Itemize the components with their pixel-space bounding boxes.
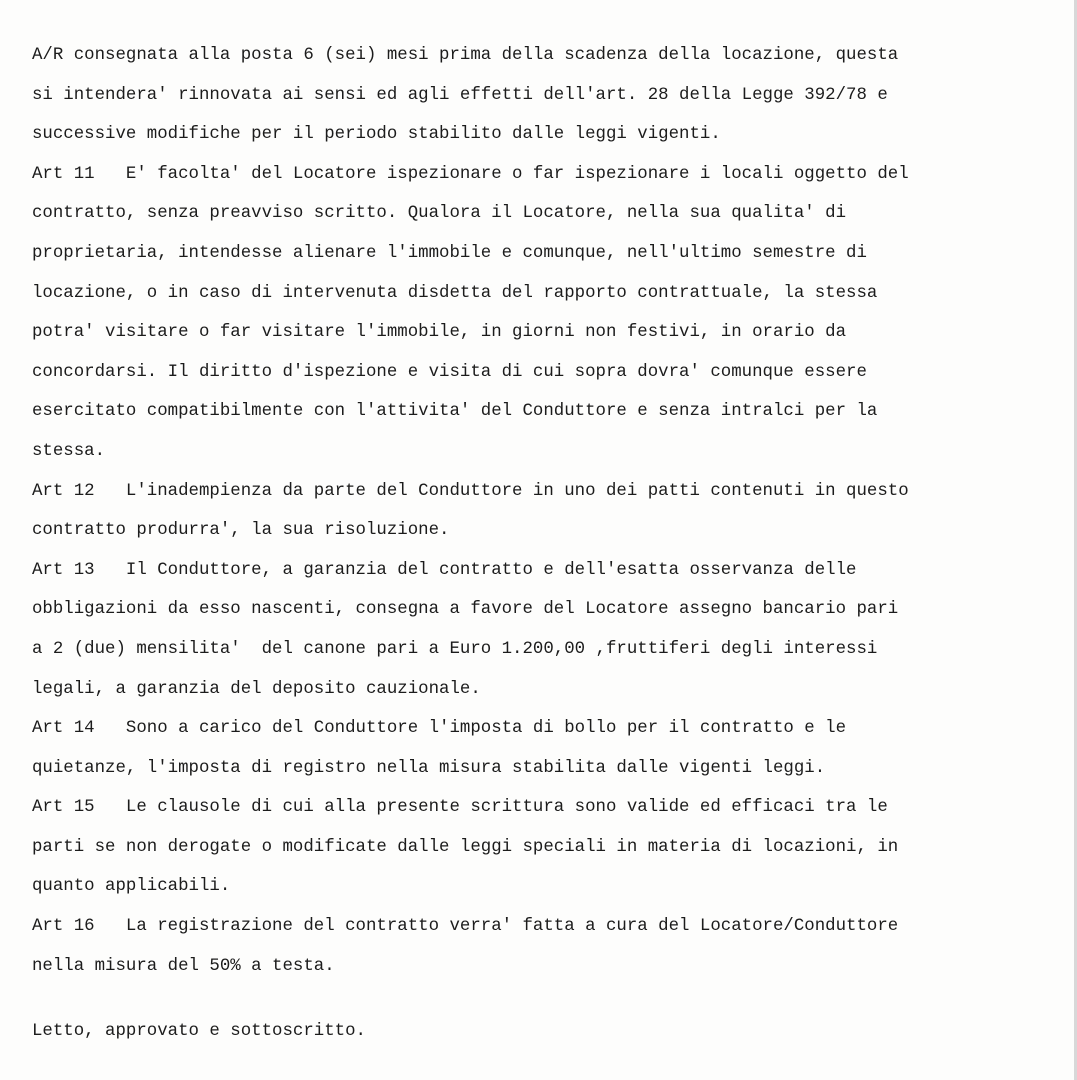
text-line: concordarsi. Il diritto d'ispezione e visita di cui sopra dovra' comunque essere [32,362,867,382]
text-line: proprietaria, intendesse alienare l'immobile e comunque, nell'ultimo semestre di [32,243,867,263]
text-line: si intendera' rinnovata ai sensi ed agli effetti dell'art. 28 della Legge 392/78 e [32,85,888,105]
text-line: esercitato compatibilmente con l'attivita' del Conduttore e senza intralci per la [32,402,878,422]
text-line: potra' visitare o far visitare l'immobile, in giorni non festivi, in orario da [32,323,847,343]
text-line: contratto, senza preavviso scritto. Qualora il Locatore, nella sua qualita' di [32,204,847,224]
text-line: legali, a garanzia del deposito cauzionale. [32,679,481,699]
article-11-heading-line: Art 11 E' facolta' del Locatore ispezionare o far ispezionare i locali oggetto del [32,164,909,184]
text-line: contratto produrra', la sua risoluzione. [32,521,450,541]
closing-line: Letto, approvato e sottoscritto. [32,1022,366,1042]
text-line: obbligazioni da esso nascenti, consegna a favore del Locatore assegno bancario pari [32,600,899,620]
article-14-heading-line: Art 14 Sono a carico del Conduttore l'imposta di bollo per il contratto e le [32,719,847,739]
text-line: parti se non derogate o modificate dalle leggi speciali in materia di locazioni, in [32,837,899,857]
article-16-heading-line: Art 16 La registrazione del contratto verra' fatta a cura del Locatore/Conduttore [32,917,899,937]
document-body [32,36,1032,1052]
text-line: a 2 (due) mensilita' del canone pari a Euro 1.200,00 ,fruttiferi degli interessi [32,639,878,659]
article-12-heading-line: Art 12 L'inadempienza da parte del Conduttore in uno dei patti contenuti in questo [32,481,909,501]
article-15-heading-line: Art 15 Le clausole di cui alla presente scrittura sono valide ed efficaci tra le [32,798,888,818]
text-line: quietanze, l'imposta di registro nella misura stabilita dalle vigenti leggi. [32,758,826,778]
text-line: quanto applicabili. [32,877,231,897]
text-line: locazione, o in caso di intervenuta disdetta del rapporto contrattuale, la stessa [32,283,878,303]
text-line: A/R consegnata alla posta 6 (sei) mesi prima della scadenza della locazione, questa [32,46,899,65]
paragraph-gap [32,986,1032,1012]
article-13-heading-line: Art 13 Il Conduttore, a garanzia del contratto e dell'esatta osservanza delle [32,560,857,580]
text-line: nella misura del 50% a testa. [32,956,335,976]
text-line: successive modifiche per il periodo stabilito dalle leggi vigenti. [32,125,721,145]
text-line: stessa. [32,441,106,461]
